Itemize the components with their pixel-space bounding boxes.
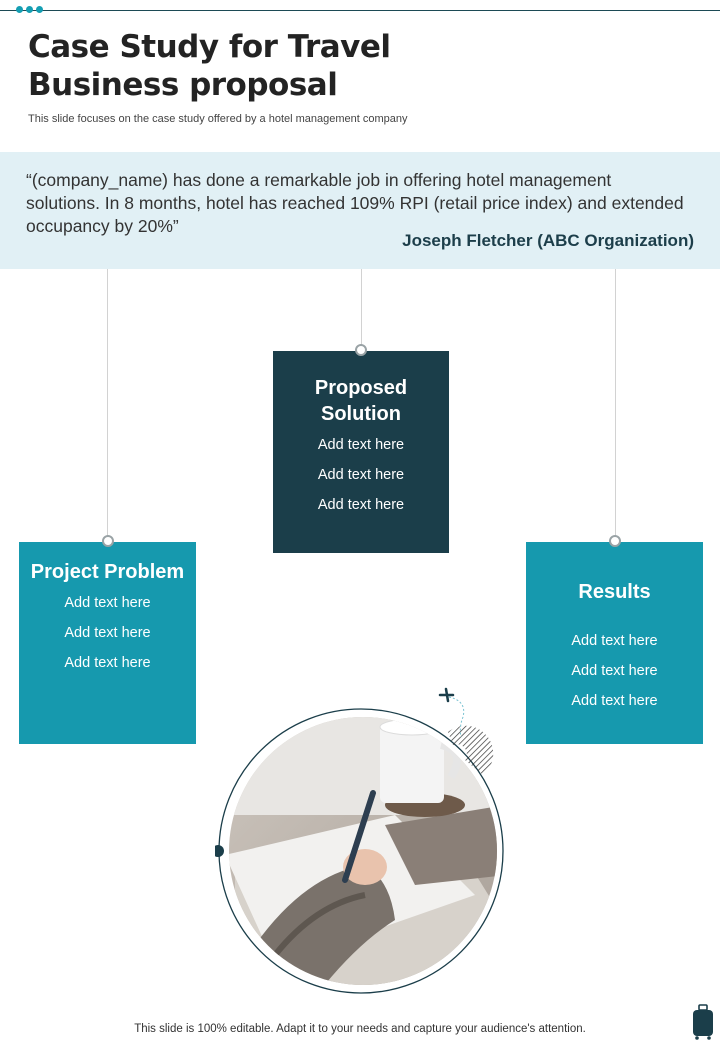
airplane-icon bbox=[437, 687, 477, 747]
testimonial-band bbox=[0, 152, 720, 269]
page-title: Case Study for Travel Business proposal bbox=[28, 29, 391, 103]
card-text: Add text here bbox=[571, 663, 658, 679]
card-text: Add text here bbox=[317, 497, 405, 513]
card-text: Add text here bbox=[571, 633, 658, 649]
connector-line-problem bbox=[107, 269, 108, 543]
card-title: Project Problem bbox=[30, 561, 185, 583]
card-text: Add text here bbox=[571, 693, 658, 709]
page-subtitle: This slide focuses on the case study offered by a hotel management company bbox=[28, 113, 408, 125]
testimonial-quote: “(company_name) has done a remarkable job in offering hotel management solutions. In 8 months, hotel has reached 109% RPI (retail price index) and extended occupancy by 20%” bbox=[26, 170, 684, 236]
testimonial-author: Joseph Fletcher (ABC Organization) bbox=[402, 231, 694, 250]
results-card bbox=[526, 542, 703, 744]
card-text: Add text here bbox=[64, 655, 151, 671]
footer-note: This slide is 100% editable. Adapt it to your needs and capture your audience's attention. bbox=[134, 1023, 586, 1035]
suitcase-icon bbox=[692, 1004, 714, 1040]
writing-photo bbox=[215, 705, 507, 997]
proposed-solution-card bbox=[273, 351, 449, 553]
card-text: Add text here bbox=[317, 437, 405, 453]
connector-line-solution bbox=[361, 269, 362, 352]
card-text: Add text here bbox=[317, 467, 405, 483]
connector-line-results bbox=[615, 269, 616, 543]
card-title: Proposed Solution bbox=[314, 377, 408, 425]
card-title: Results bbox=[578, 581, 651, 603]
card-text: Add text here bbox=[64, 625, 151, 641]
card-pin bbox=[355, 344, 367, 356]
top-dots-decoration bbox=[16, 6, 43, 13]
top-line bbox=[0, 10, 720, 11]
project-problem-card bbox=[19, 542, 196, 744]
card-pin bbox=[102, 535, 114, 547]
card-text: Add text here bbox=[64, 595, 151, 611]
card-pin bbox=[609, 535, 621, 547]
